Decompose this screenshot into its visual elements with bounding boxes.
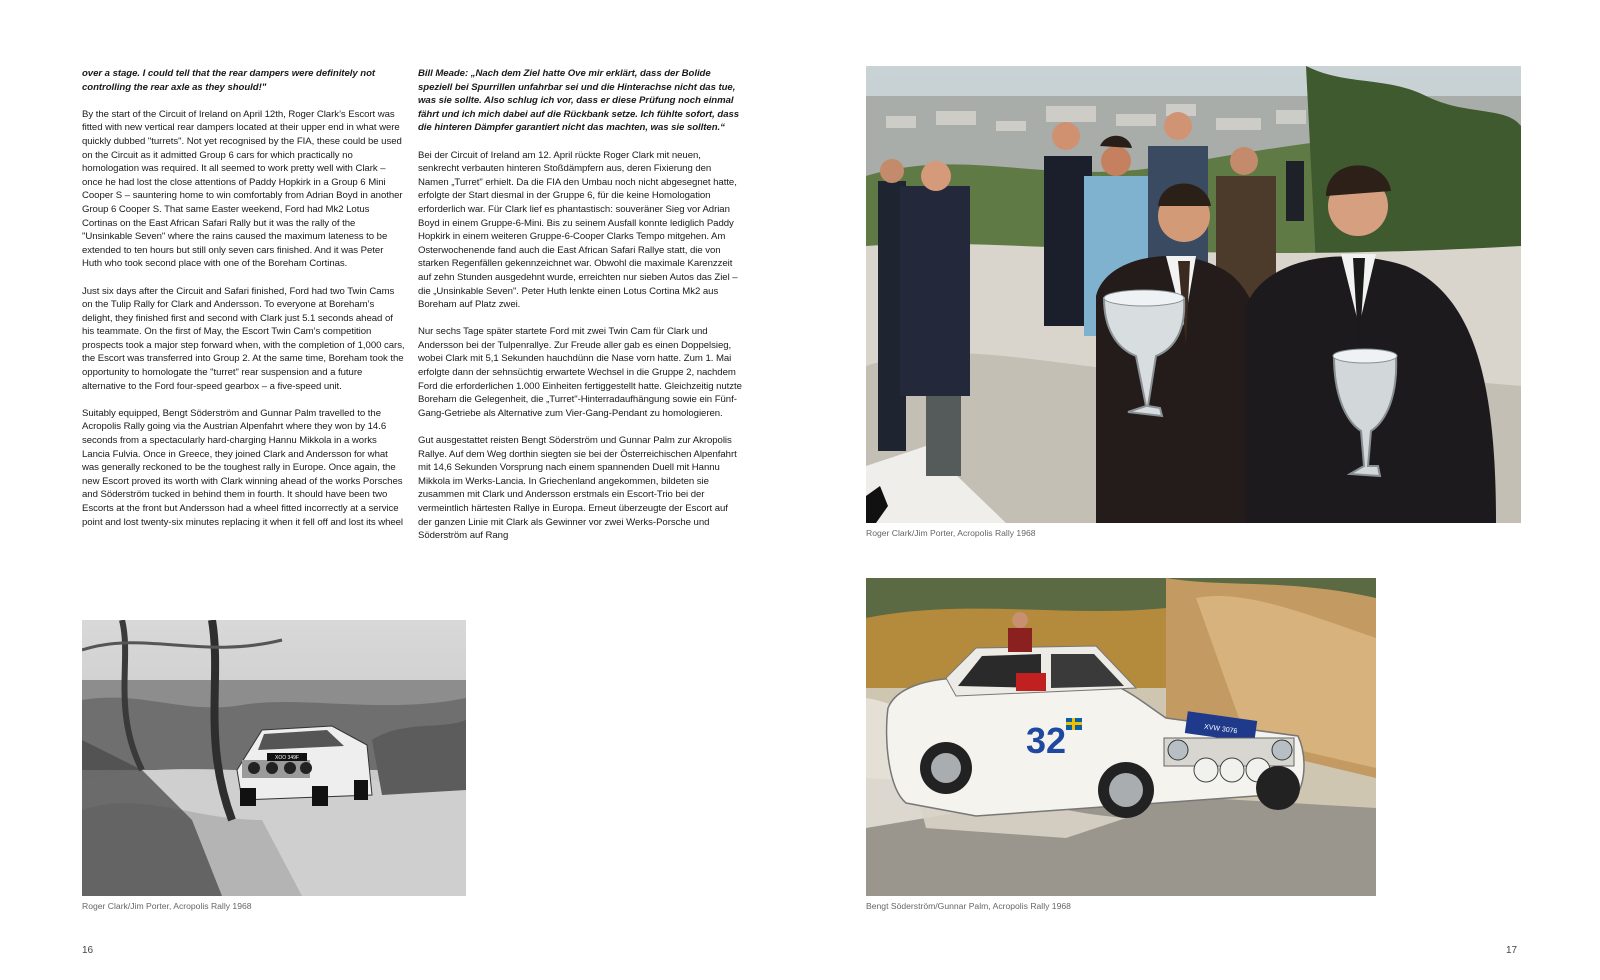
rally-car [237,726,372,806]
color-plate-text: XVW 3076 [1203,723,1238,736]
german-text-column [418,67,742,597]
trophy-ceremony-photo [866,66,1521,523]
paragraph: Gut ausgestattet reisten Bengt Söderström und Gunnar Palm zur Akropolis Rallye. Auf dem Weg dorthin siegten sie bei der Österreichischen Alpenfahrt mit 14,6 Sekunden Vorsprung nach einem spannenden Duell mit Hannu Mikkola im Werks-Lancia. In Griechenland angekommen, bildeten sie zusammen mit Clark und Andersson erstmals ein Escort-Trio bei der vermeintlich härtesten Rallye in Europa. Erneut überzeugte der Escort auf der ganzen Linie mit Clark als Gewinner vor zwei Werks-Porsche und Söderström auf Rang [418,435,737,542]
quote: Bill Meade: „Nach dem Ziel hatte Ove mir erklärt, dass der Bolide speziell bei Spurrillen unfahrbar sei und die Hinterachse nicht das tue, was sie sollte. Also schlug ich vor, dass er diese Prüfung noch einmal fährt und ich mich dabei auf die Rückbank setze. Ich fühlte sofort, dass die hinteren Dämpfer garantiert nicht das machten, was sie sollten.“ [418,68,740,134]
car-number-text: 32 [1026,720,1067,761]
paragraph: By the start of the Circuit of Ireland on April 12th, Roger Clark’s Escort was fitted with new vertical rear dampers located at their upper end in what were quickly dubbed "turrets". Not yet recognised by the FIA, these could be used on the Circuit as it admitted Group 6 cars for which practically no homologation was required. It all seemed to work pretty well with Clark – once he had lost the close attentions of Paddy Hopkirk in a Group 6 Mini Cooper S – sauntering home to win comfortably from Adrian Boyd in another Group 6 Cooper S. That same Easter weekend, Ford had Mk2 Lotus Cortinas on the East African Safari Rally but it was the rally of the "Unsinkable Seven" where the rains caused the maximum lateness to be extended to ten hours but still only seven cars finished. And it was Peter Huth who took second place with one of the Boreham Cortinas. [82,108,403,270]
paragraph: Nur sechs Tage später startete Ford mit zwei Twin Cam für Clark und Andersson bei der Tulpenrallye. Zur Freude aller gab es einen Doppelsieg, wobei Clark mit 5,1 Sekunden hauchdünn die Nase vorn hatte. Zum 1. Mai erfolgte dann der sehnsüchtig erwartete Wechsel in die Gruppe 2, nachdem Ford die erforderlichen 1.000 Einheiten fertiggestellt hatte. Gleichzeitig nutzte Boreham die Gelegenheit, die „Turret"-Hinterradaufhängung sowie ein Fünf-Gang-Getriebe als Alternative zum Vier-Gang-Pendant zu homologieren. [418,326,742,419]
rally-car-color-photo [866,578,1376,896]
paragraph: Just six days after the Circuit and Safari finished, Ford had two Twin Cams on the Tulip Rally for Clark and Andersson. To everyone at Boreham’s delight, they finished first and second with Clark just 5.1 seconds ahead of his teammate. On the first of May, the Escort Twin Cam’s competition prospects took a major step forward when, with the completion of 1,000 cars, the Escort was transferred into Group 2. At the same time, Boreham took the opportunity to homologate the "turret" rear suspension and a future alternative to the Ford four-speed gearbox – a five-speed unit. [82,285,405,392]
caption-bw-photo: Roger Clark/Jim Porter, Acropolis Rally 1968 [82,901,252,911]
page-number-right: 17 [1506,945,1518,956]
quote-continuation: over a stage. I could tell that the rear dampers were definitely not controlling the rear axle as they should!" [82,68,376,93]
english-text-column [82,67,406,597]
page-number-left: 16 [82,945,94,956]
paragraph: Suitably equipped, Bengt Söderström and Gunnar Palm travelled to the Acropolis Rally going via the Austrian Alpenfahrt where they won by 14.6 seconds from a spectacularly hard-charging Hannu Mikkola in a works Lancia Fulvia. Once in Greece, they joined Clark and Andersson for what was generally reckoned to be the toughest rally in Europe. Once again, the new Escort proved its worth with Clark winning ahead of the works Porsches and Söderström tucked in behind them in fourth. It should have been two Escorts at the front but Andersson had a wheel fitted incorrectly at a service point and lost twenty-six minutes replacing it when it fell off and lost its wheel [82,407,404,528]
bw-rally-car-photo [82,620,466,896]
paragraph: Bei der Circuit of Ireland am 12. April rückte Roger Clark mit neuen, senkrecht verbauten hinteren Stoßdämpfern aus, deren Fixierung den Namen „Turret" erhielt. Da die FIA den Umbau noch nicht abgesegnet hatte, erfolgte der Start diesmal in der Gruppe 6, für die keine Homologation erforderlich war. Für Clark lief es phantastisch: souveräner Sieg vor Adrian Boyd in einem Gruppe-6-Mini. Bis zu seinem Ausfall konnte lediglich Paddy Hopkirk in einem weiteren Gruppe-6-Cooper Clarks Tempo mitgehen. Am Osterwochenende fand auch die East African Safari Rallye statt, die von starken Regenfällen gekennzeichnet war. Obwohl die maximale Karenzzeit auf zehn Stunden ausgedehnt wurde, erreichten nur sieben Autos das Ziel – die „Unsinkable Seven". Peter Huth lenkte einen Lotus Cortina Mk2 aus Boreham auf Platz zwei. [418,149,738,311]
caption-car-photo: Bengt Söderström/Gunnar Palm, Acropolis Rally 1968 [866,901,1071,911]
caption-trophy-photo: Roger Clark/Jim Porter, Acropolis Rally 1968 [866,528,1036,538]
bw-plate-text: XOO 349F [275,755,299,761]
